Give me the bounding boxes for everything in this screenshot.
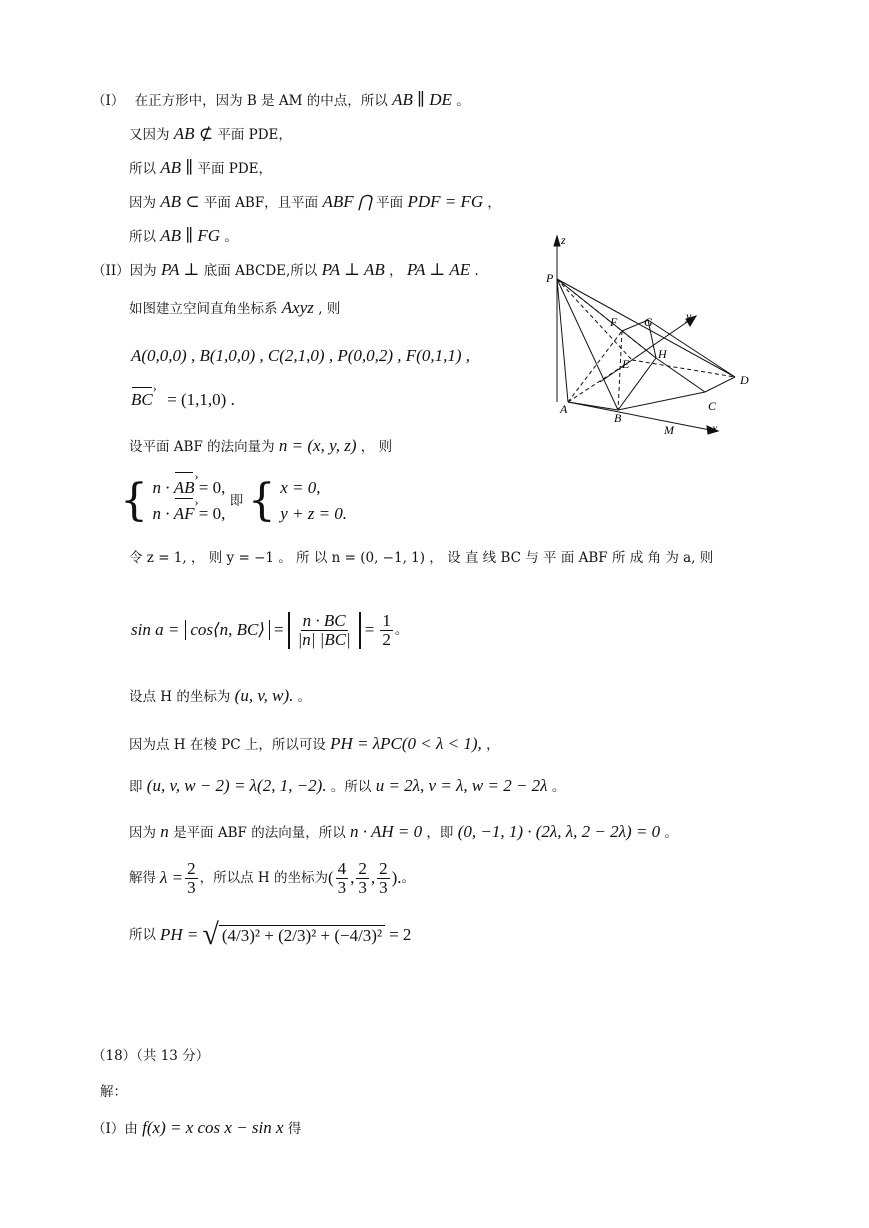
text: , 则 — [318, 301, 341, 317]
label-f: F — [610, 315, 618, 329]
coordinates-line: A(0,0,0) , B(1,0,0) , C(2,1,0) , P(0,0,2) , F(0,1,1) , — [131, 346, 470, 365]
text: 解得 — [129, 870, 156, 886]
text: 。 — [551, 779, 566, 795]
math: (u, v, w). — [234, 686, 294, 705]
text: 。 — [394, 622, 409, 638]
text: 。 — [664, 825, 678, 841]
math: PA ⊥ — [160, 260, 200, 279]
part1-line3 — [129, 158, 272, 179]
text: ，所以点 H 的坐标为 — [199, 870, 328, 886]
label-h: H — [658, 347, 667, 361]
h-on-pc-line — [129, 734, 500, 755]
part1-label: （I） — [92, 93, 125, 109]
math: f(x) = x cos x − sin x — [142, 1118, 284, 1137]
text: 是平面 ABF 的法向量，所以 — [173, 825, 346, 841]
normal-dot-line — [129, 822, 678, 843]
math: ABF ⋂ — [322, 192, 372, 211]
text: 因为 — [129, 825, 156, 841]
math: Axyz — [281, 298, 314, 317]
text: 平面 PDE， — [197, 161, 273, 177]
system-row-3: x = 0, — [280, 478, 321, 497]
label-g: G — [644, 315, 653, 329]
math: n · AH = 0 — [350, 822, 423, 841]
text: 所以 — [129, 161, 156, 177]
denominator: 2 — [382, 629, 391, 649]
q18-solve: 解： — [100, 1084, 127, 1100]
text: ， — [486, 737, 500, 753]
uvw-line — [129, 776, 565, 797]
text: 底面 ABCDE,所以 — [203, 263, 318, 279]
pyramid-figure — [540, 232, 770, 442]
part2-line1 — [92, 260, 479, 281]
q18-line1 — [92, 1118, 301, 1139]
radicand: (4/3)² + (2/3)² + (−4/3)² — [219, 925, 385, 946]
text: 。 — [224, 229, 238, 245]
math: PDF = FG — [407, 192, 484, 211]
math: n — [160, 822, 169, 841]
math: (0, −1, 1) · (2λ, λ, 2 − 2λ) = 0 — [457, 822, 661, 841]
text: 。 — [297, 689, 312, 705]
math: AB ∥ — [160, 158, 194, 177]
label-d: D — [740, 373, 749, 387]
sin-a-line — [131, 600, 408, 660]
equation-system — [120, 475, 347, 531]
text: 设平面 ABF 的法向量为 — [129, 439, 275, 455]
label-m: M — [664, 423, 674, 437]
vector-bc: BC › — [131, 390, 153, 410]
text: （I）由 — [92, 1121, 138, 1137]
text: 平面 — [376, 195, 404, 211]
text: ，即 — [426, 825, 454, 841]
label-z: z — [561, 233, 566, 247]
text: 因为 — [129, 195, 156, 211]
numerator: n · BC — [302, 610, 346, 630]
text: ， — [389, 263, 403, 279]
text: 所以 — [129, 229, 156, 245]
label-b: B — [614, 411, 622, 425]
lambda-line: 解得 λ = $\frac{2}{3}$ ，所以点 H 的坐标为 ( $\frac{4}{3}$ , $\frac{2}{3}$ , $\frac{2}{3}$ ). 。 — [129, 858, 416, 897]
text: 因为点 H 在棱 PC 上，所以可设 — [129, 737, 326, 753]
math: PH = λPC(0 < λ < 1), — [330, 734, 482, 753]
text: 又因为 — [129, 127, 170, 143]
text: 。所以 — [330, 779, 372, 795]
text: 。 — [401, 870, 416, 886]
math: AB ∥ FG — [160, 226, 221, 245]
bc-vector-line — [131, 390, 235, 411]
part1-line2 — [129, 124, 292, 145]
h-coord-line — [129, 686, 311, 707]
part2-line2 — [129, 298, 340, 319]
math: λ = — [160, 868, 184, 887]
system-row-1: n · AB › = 0, — [152, 475, 225, 501]
label-y: y — [686, 309, 692, 323]
math: AB ⊄ — [173, 124, 214, 143]
left-brace: { — [120, 475, 148, 526]
math: (u, v, w − 2) = λ(2, 1, −2). — [146, 776, 327, 795]
text: 所以 — [129, 927, 156, 943]
label-p: P — [546, 271, 554, 285]
math: sin a = — [131, 620, 180, 639]
normal-vector-line — [129, 436, 392, 457]
text: ， 则 — [360, 439, 393, 455]
text: 设点 H 的坐标为 — [129, 689, 231, 705]
math: = 2 — [389, 925, 412, 944]
text: . — [474, 263, 479, 279]
label-x: x — [712, 421, 718, 435]
math: PA ⊥ AB — [321, 260, 385, 279]
q18-title: （18）（共 13 分） — [92, 1048, 210, 1064]
system-row-2: n · AF › = 0, — [152, 501, 225, 527]
part1-line4 — [129, 192, 501, 213]
let-z-line: 令 z = 1, ， 则 y = −1 。 所 以 n = (0, −1, 1) ， 设 直 线 BC 与 平 面 ABF 所 成 角 为 a, 则 — [129, 550, 714, 566]
half-fraction — [380, 612, 393, 649]
text: 平面 PDE， — [217, 127, 292, 143]
text: 得 — [287, 1121, 302, 1137]
label-e: E — [622, 357, 630, 371]
abs-fraction — [288, 612, 361, 649]
math: = (1,1,0) . — [167, 390, 235, 409]
part2-label: （II）因为 — [92, 263, 157, 279]
math: AB ∥ DE — [392, 90, 452, 109]
text: 即 — [129, 779, 143, 795]
label-c: C — [708, 399, 717, 413]
part1-line5 — [129, 226, 238, 247]
text: ， — [487, 195, 501, 211]
math: = — [273, 620, 284, 639]
text: 如图建立空间直角坐标系 — [129, 301, 278, 317]
text: 平面 ABF，且平面 — [203, 195, 319, 211]
left-brace: { — [247, 475, 276, 526]
math: n = (x, y, z) — [278, 436, 357, 455]
text: 即 — [229, 493, 244, 509]
math: PA ⊥ AE — [406, 260, 471, 279]
math: PH = — [160, 925, 199, 944]
text: 在正方形中，因为 B 是 AM 的中点，所以 — [134, 93, 388, 109]
text: 。 — [456, 93, 470, 109]
denominator: |n| |BC| — [297, 629, 351, 649]
math: AB ⊂ — [160, 192, 200, 211]
math: = — [364, 620, 375, 639]
system-row-4: y + z = 0. — [280, 504, 348, 523]
part1-line1 — [92, 90, 470, 111]
cos-abs: cos⟨n, BC⟩ — [185, 620, 270, 640]
numerator: 1 — [382, 610, 391, 630]
label-a: A — [560, 402, 568, 416]
math: u = 2λ, v = λ, w = 2 − 2λ — [375, 776, 548, 795]
ph-result-line: 所以 PH = √ (4/3)² + (2/3)² + (−4/3)² = 2 — [129, 918, 412, 951]
